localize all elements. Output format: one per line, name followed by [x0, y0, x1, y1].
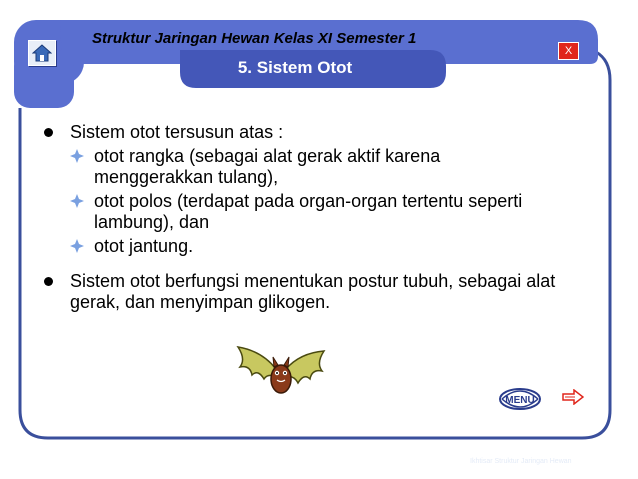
- diamond-bullet-icon: [70, 194, 84, 208]
- subitem-text: otot jantung.: [94, 236, 194, 256]
- subitem-skeletal-muscle: [40, 146, 560, 188]
- menu-logo-text: MENU: [505, 395, 535, 406]
- bullet-text: Sistem otot tersusun atas :: [70, 122, 284, 142]
- subitem-smooth-muscle: [40, 191, 560, 233]
- footer-text: Ikhtisar Struktur Jaringan Hewan: [470, 458, 572, 465]
- right-arrow-icon[interactable]: [562, 389, 584, 405]
- subitem-text: otot polos (terdapat pada organ-organ tertentu seperti lambung), dan: [94, 191, 523, 232]
- bat-illustration: [236, 345, 326, 401]
- diamond-bullet-icon: [70, 149, 84, 163]
- diamond-bullet-icon: [70, 239, 84, 253]
- subitem-cardiac-muscle: [40, 236, 560, 257]
- header-title: Struktur Jaringan Hewan Kelas XI Semester 1: [92, 30, 417, 47]
- bullet-muscle-composition: [40, 122, 560, 143]
- slide-title: 5. Sistem Otot: [237, 58, 353, 77]
- subitem-text: otot rangka (sebagai alat gerak aktif karena menggerakkan tulang),: [94, 146, 441, 187]
- slide-content: [40, 122, 560, 313]
- bullet-text: Sistem otot berfungsi menentukan postur tubuh, sebagai alat gerak, dan menyimpan glikogen.: [70, 271, 556, 312]
- home-icon: [32, 44, 52, 62]
- bullet-muscle-function: [40, 271, 560, 313]
- bullet-dot-icon: [44, 277, 53, 286]
- home-button[interactable]: [28, 40, 56, 66]
- menu-logo-button[interactable]: [498, 387, 542, 411]
- bullet-dot-icon: [44, 128, 53, 137]
- close-button[interactable]: X: [558, 42, 579, 60]
